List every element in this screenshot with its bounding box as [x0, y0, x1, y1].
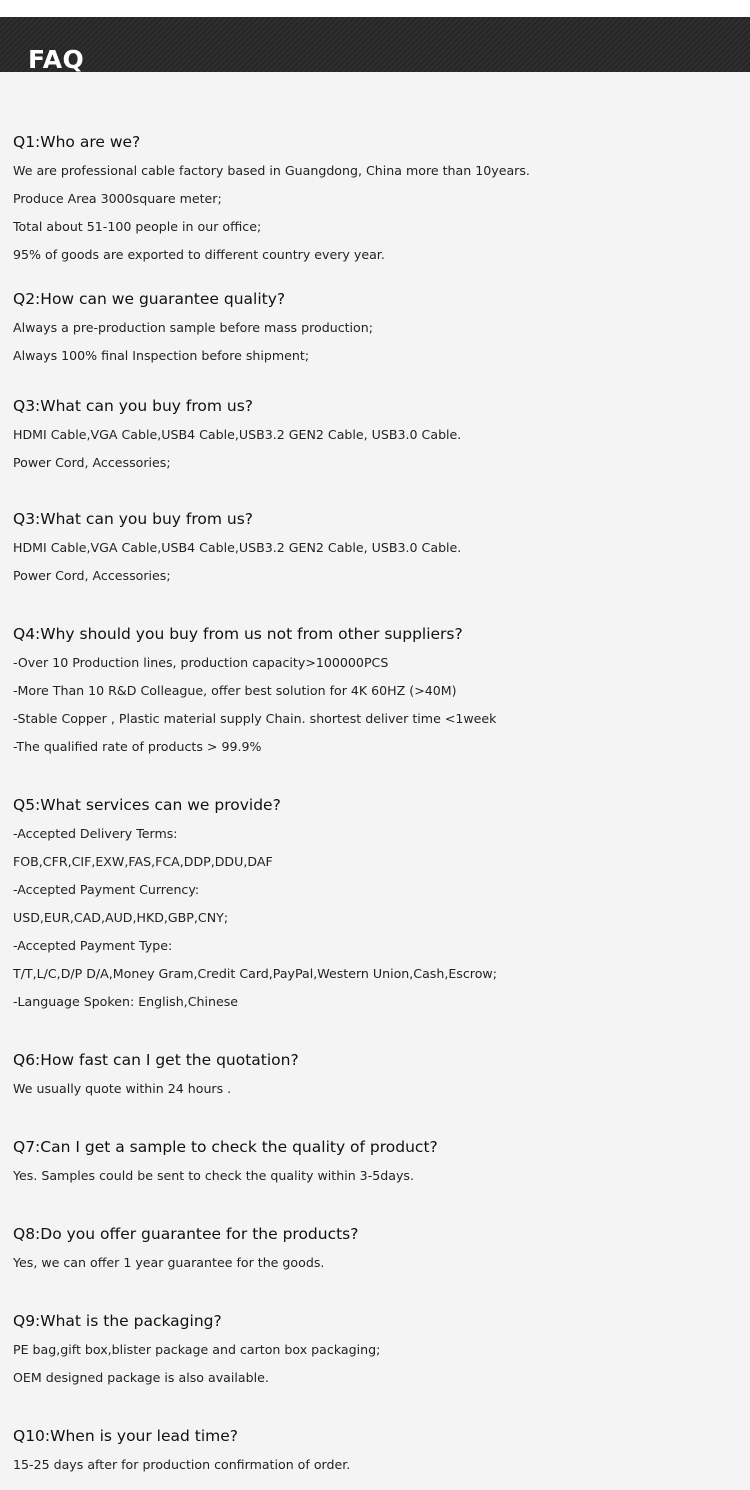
faq-question: Q3:What can you buy from us?	[13, 397, 254, 415]
faq-answer-line: OEM designed package is also available.	[13, 1370, 269, 1385]
faq-question: Q10:When is your lead time?	[13, 1427, 239, 1445]
faq-answer-line: -Accepted Payment Currency:	[13, 882, 200, 897]
faq-answer-line: FOB,CFR,CIF,EXW,FAS,FCA,DDP,DDU,DAF	[13, 854, 273, 869]
faq-answer-line: Produce Area 3000square meter;	[13, 191, 222, 206]
faq-answer-line: USD,EUR,CAD,AUD,HKD,GBP,CNY;	[13, 910, 229, 925]
faq-answer-line: -Stable Copper , Plastic material supply Chain. shortest deliver time <1week	[13, 711, 497, 726]
faq-item	[13, 504, 743, 590]
header-bar	[0, 17, 750, 72]
faq-answer-line: Always 100% final Inspection before shipment;	[13, 348, 310, 363]
faq-answer-line: -Accepted Delivery Terms:	[13, 826, 178, 841]
faq-question: Q9:What is the packaging?	[13, 1312, 222, 1330]
faq-answer-line: -Accepted Payment Type:	[13, 938, 173, 953]
faq-answer-line: Yes, we can offer 1 year guarantee for the goods.	[13, 1255, 325, 1270]
faq-answer-line: We are professional cable factory based in Guangdong, China more than 10years.	[13, 163, 530, 178]
faq-item	[13, 127, 743, 269]
faq-question: Q5:What services can we provide?	[13, 796, 281, 814]
faq-item	[13, 1219, 743, 1277]
faq-question: Q8:Do you offer guarantee for the products?	[13, 1225, 359, 1243]
faq-item	[13, 1045, 743, 1103]
faq-item	[13, 391, 743, 477]
faq-item	[13, 1306, 743, 1392]
faq-question: Q4:Why should you buy from us not from other suppliers?	[13, 625, 463, 643]
faq-answer-line: Total about 51-100 people in our office;	[13, 219, 262, 234]
faq-item	[13, 1421, 743, 1479]
faq-answer-line: -The qualified rate of products > 99.9%	[13, 739, 262, 754]
faq-answer-line: -Over 10 Production lines, production capacity>100000PCS	[13, 655, 389, 670]
faq-answer-line: -More Than 10 R&D Colleague, offer best solution for 4K 60HZ (>40M)	[13, 683, 457, 698]
faq-question: Q7:Can I get a sample to check the quality of product?	[13, 1138, 438, 1156]
faq-answer-line: -Language Spoken: English,Chinese	[13, 994, 239, 1009]
faq-answer-line: Yes. Samples could be sent to check the quality within 3-5days.	[13, 1168, 414, 1183]
faq-answer-line: Always a pre-production sample before mass production;	[13, 320, 373, 335]
faq-answer-line: We usually quote within 24 hours .	[13, 1081, 232, 1096]
faq-question: Q2:How can we guarantee quality?	[13, 290, 286, 308]
faq-item	[13, 619, 743, 761]
faq-answer-line: PE bag,gift box,blister package and carton box packaging;	[13, 1342, 381, 1357]
faq-answer-line: 15-25 days after for production confirmation of order.	[13, 1457, 351, 1472]
faq-answer-line: HDMI Cable,VGA Cable,USB4 Cable,USB3.2 GEN2 Cable, USB3.0 Cable.	[13, 540, 462, 555]
page-title: FAQ	[28, 45, 85, 74]
faq-item	[13, 790, 743, 1016]
faq-answer-line: HDMI Cable,VGA Cable,USB4 Cable,USB3.2 GEN2 Cable, USB3.0 Cable.	[13, 427, 462, 442]
faq-question: Q6:How fast can I get the quotation?	[13, 1051, 299, 1069]
faq-answer-line: T/T,L/C,D/P D/A,Money Gram,Credit Card,PayPal,Western Union,Cash,Escrow;	[13, 966, 497, 981]
faq-answer-line: Power Cord, Accessories;	[13, 568, 171, 583]
faq-answer-line: 95% of goods are exported to different country every year.	[13, 247, 385, 262]
top-strip	[0, 0, 750, 17]
faq-answer-line: Power Cord, Accessories;	[13, 455, 171, 470]
faq-question: Q3:What can you buy from us?	[13, 510, 254, 528]
faq-item	[13, 1132, 743, 1190]
faq-question: Q1:Who are we?	[13, 133, 141, 151]
faq-item	[13, 284, 743, 370]
